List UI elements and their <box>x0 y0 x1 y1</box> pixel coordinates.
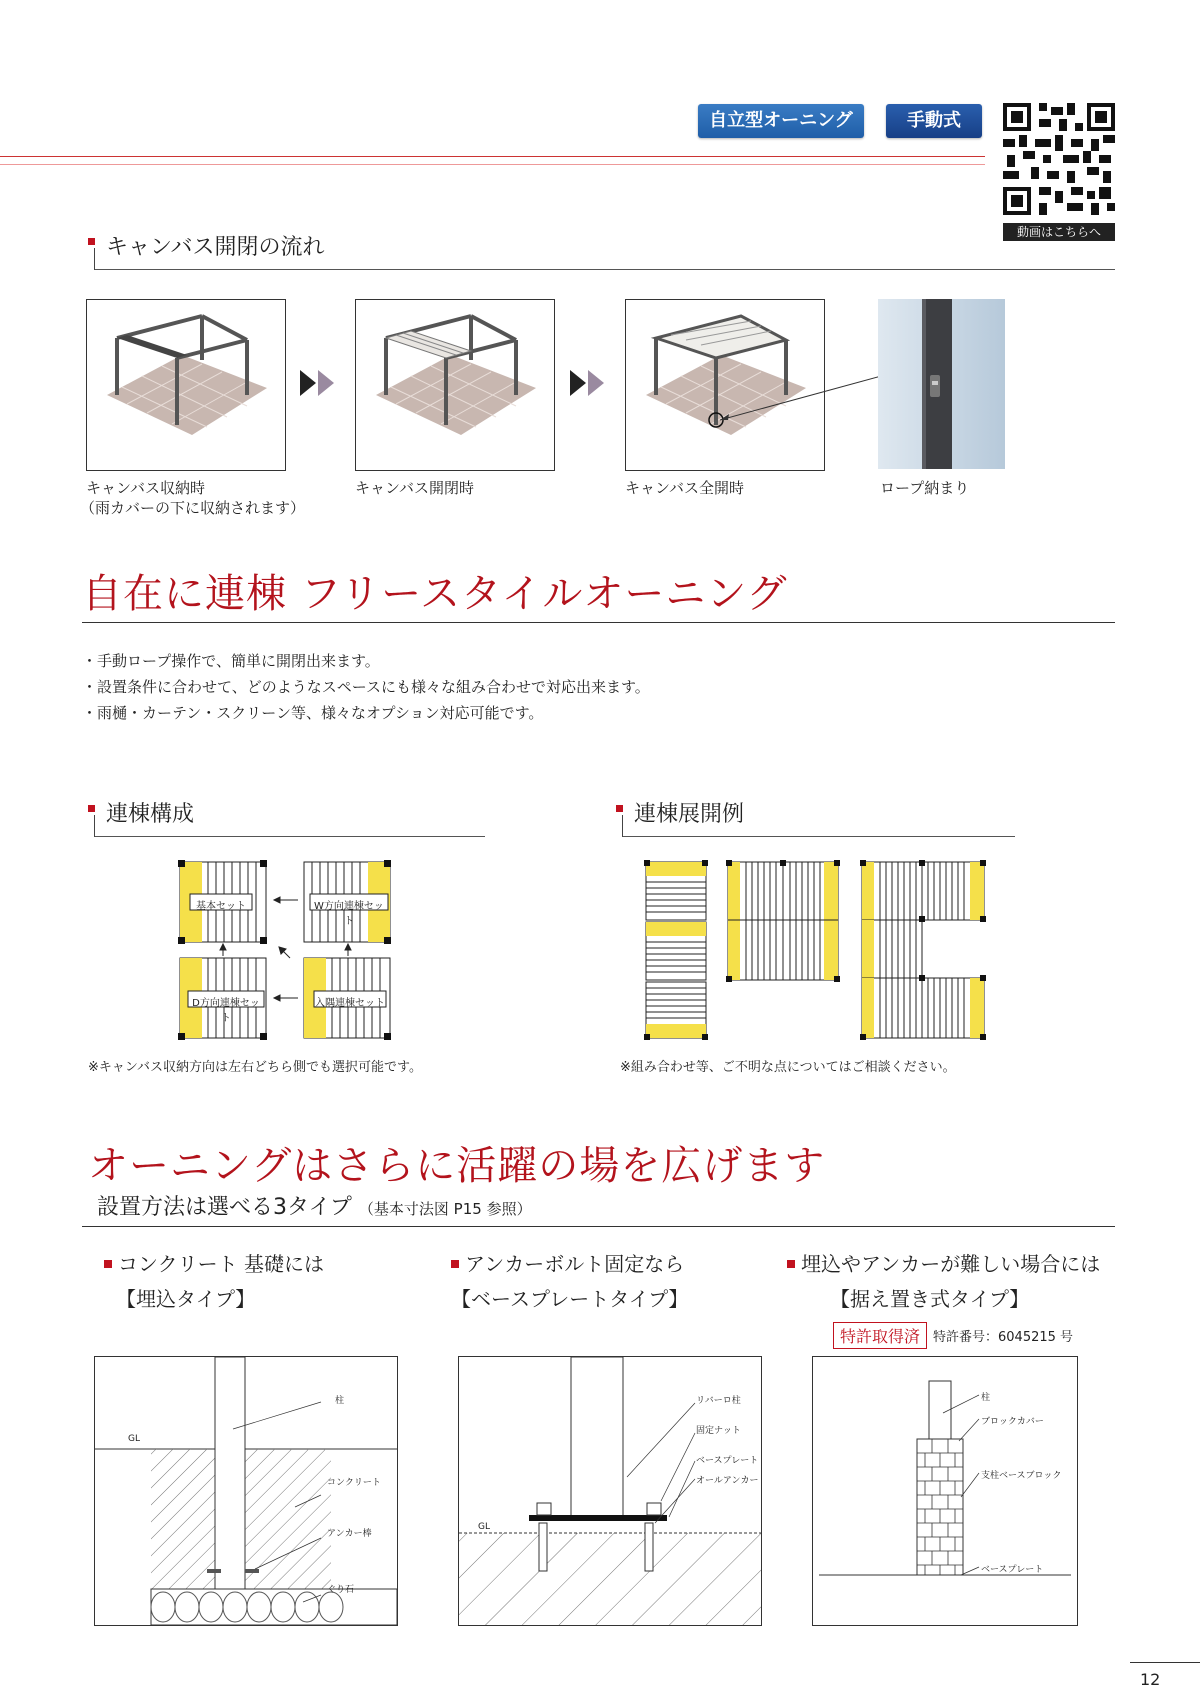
page-number-rule <box>1130 1662 1200 1663</box>
page-number: 12 <box>1140 1670 1161 1689</box>
section-marker <box>88 805 95 812</box>
type-baseplate-lead <box>451 1248 684 1277</box>
section-marker-bar <box>622 815 623 837</box>
freestyle-heading: 自在に連棟 フリースタイルオーニング <box>82 571 788 617</box>
callout-line <box>720 370 900 426</box>
type-standing-lead <box>787 1248 1100 1277</box>
label-w-set: W方向連棟セット <box>314 901 384 927</box>
baseplate-label-anchor: オールアンカー <box>696 1476 759 1486</box>
canvas-stored-image <box>86 299 286 471</box>
baseplate-label-plate: ベースプレート <box>696 1456 759 1466</box>
caption-stored-note: （雨カバーの下に収納されます） <box>80 499 306 517</box>
section-marker-bar <box>94 815 95 837</box>
section-marker <box>616 805 623 812</box>
header-rule-1 <box>0 156 985 157</box>
tag-jiritsu-awning: 自立型オーニング <box>698 104 864 138</box>
canvas-opening-image <box>355 299 555 471</box>
install-subheading-ref: （基本寸法図 P15 参照） <box>358 1200 532 1218</box>
arrow-icon <box>570 370 614 400</box>
arrow-icon <box>300 370 344 400</box>
bullet-marker <box>787 1260 795 1268</box>
standing-label-base-plate: ベースプレート <box>981 1565 1044 1575</box>
patent-number: 特許番号：6045215 号 <box>933 1330 1074 1345</box>
install-subheading <box>97 1190 532 1221</box>
standing-label-base-block: 支柱ベースブロック <box>981 1471 1062 1481</box>
install-subheading-text: 設置方法は選べる3タイプ <box>97 1195 352 1220</box>
rope-detail-photo <box>878 299 1005 469</box>
renmune-rule <box>95 836 485 837</box>
embed-label-pillar: 柱 <box>335 1396 345 1406</box>
caption-opening: キャンバス開閉時 <box>355 479 474 497</box>
tenkai-section-title <box>616 797 744 828</box>
renmune-note: ※キャンバス収納方向は左右どちら側でも選択可能です。 <box>88 1060 422 1075</box>
caption-full-open: キャンバス全開時 <box>625 479 744 497</box>
renmune-section-title <box>88 797 194 828</box>
qr-code[interactable] <box>1003 103 1115 215</box>
label-corner-set: 入隅連棟セット <box>315 998 385 1009</box>
freestyle-bullet: ・設置条件に合わせて、どのようなスペースにも様々な組み合わせで対応出来ます。 <box>82 678 650 696</box>
freestyle-bullet: ・手動ロープ操作で、簡単に開閉出来ます。 <box>82 652 380 670</box>
type-lead-text: 埋込やアンカーが難しい場合には <box>801 1252 1101 1276</box>
section-marker-bar <box>94 248 95 270</box>
flow-section-title <box>88 230 324 261</box>
type-lead-text: アンカーボルト固定なら <box>465 1252 685 1276</box>
header-rule-2 <box>0 164 985 165</box>
flow-title-text: キャンバス開閉の流れ <box>106 235 325 260</box>
type-baseplate-name: 【ベースプレートタイプ】 <box>451 1287 689 1311</box>
tenkai-note: ※組み合わせ等、ご不明な点についてはご相談ください。 <box>620 1060 956 1075</box>
standing-type-diagram <box>812 1356 1078 1626</box>
baseplate-label-nut: 固定ナット <box>696 1426 741 1436</box>
qr-caption: 動画はこちらへ <box>1003 223 1115 241</box>
install-heading: オーニングはさらに活躍の場を広げます <box>88 1143 826 1189</box>
label-d-set: D方向連棟セット <box>192 998 260 1024</box>
caption-rope: ロープ納まり <box>880 479 970 497</box>
section-marker <box>88 238 95 245</box>
tenkai-rule <box>623 836 1015 837</box>
caption-stored: キャンバス収納時 <box>86 479 205 497</box>
patent-badge: 特許取得済 <box>833 1322 927 1349</box>
tag-manual: 手動式 <box>886 104 982 138</box>
freestyle-bullet: ・雨樋・カーテン・スクリーン等、様々なオプション対応可能です。 <box>82 704 544 722</box>
type-embed-name: 【埋込タイプ】 <box>116 1287 256 1311</box>
bullet-marker <box>451 1260 459 1268</box>
tenkai-title-text: 連棟展開例 <box>634 802 745 827</box>
bullet-marker <box>104 1260 112 1268</box>
renmune-title-text: 連棟構成 <box>106 802 195 827</box>
baseplate-label-pillar: リバーロ柱 <box>696 1396 741 1406</box>
standing-label-block-cover: ブロックカバー <box>981 1417 1044 1427</box>
baseplate-gl-label: GL <box>478 1522 490 1532</box>
embed-label-anchor-rod: アンカー棒 <box>327 1529 372 1539</box>
embed-gl-label: GL <box>128 1434 140 1444</box>
label-basic-set: 基本セット <box>196 901 246 912</box>
type-lead-text: コンクリート 基礎には <box>118 1252 324 1276</box>
standing-label-pillar: 柱 <box>981 1393 991 1403</box>
embed-label-gravel: ぐり石 <box>327 1585 355 1595</box>
type-standing-name: 【据え置き式タイプ】 <box>830 1287 1030 1311</box>
embed-label-concrete: コンクリート <box>327 1478 381 1488</box>
freestyle-rule <box>82 622 1115 623</box>
type-embed-lead <box>104 1248 324 1277</box>
tenkai-diagram <box>644 858 994 1044</box>
install-rule <box>82 1226 1115 1227</box>
flow-title-rule <box>95 269 1115 270</box>
